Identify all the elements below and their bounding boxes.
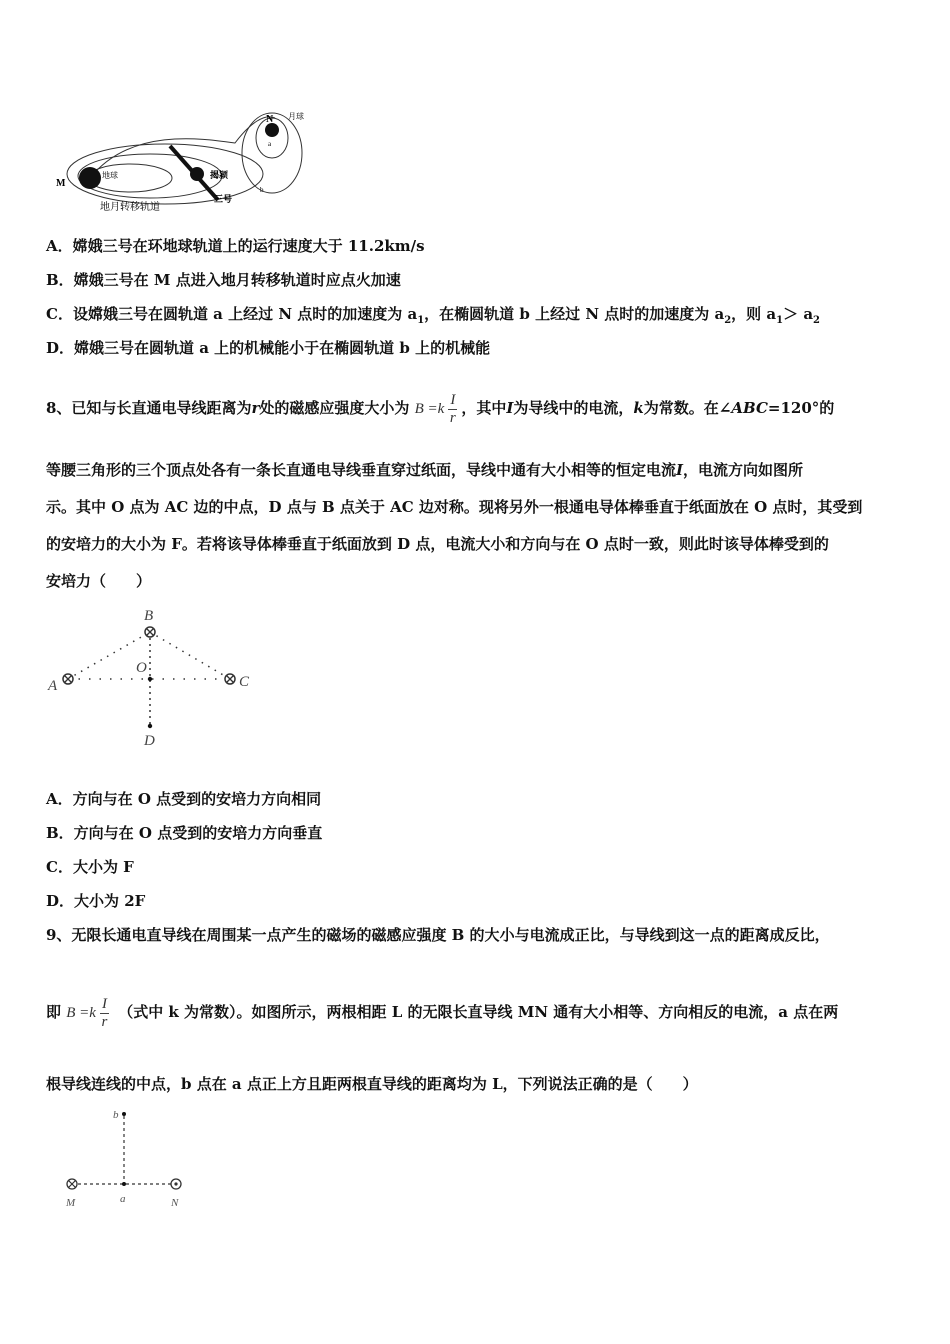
- q7-sub-1: 1: [417, 315, 425, 326]
- q9-line-2: [46, 992, 910, 1033]
- label-a: a: [120, 1193, 126, 1205]
- q8-line-1: [46, 388, 910, 429]
- q8-abc: ABC: [731, 399, 768, 417]
- label-o: O: [136, 660, 147, 676]
- q8-formula-num: I: [450, 391, 456, 408]
- point-b: [122, 1112, 126, 1116]
- q8-line1-post1: ，其中: [461, 399, 507, 417]
- q9-formula-num: I: [101, 995, 107, 1012]
- q8-line2-post: ，电流方向如图所: [683, 461, 804, 479]
- wire-n: [171, 1179, 181, 1189]
- q8-line1-mid: 处的磁感应强度大小为: [259, 399, 410, 417]
- triangle-diagram: [44, 602, 264, 752]
- q8-k: k: [633, 399, 644, 417]
- earth-body: [79, 167, 101, 189]
- q8-line-2: [46, 460, 910, 480]
- a-label: a: [268, 140, 272, 148]
- q9-line2-post: （式中 k 为常数）。如图所示，两根相距 L 的无限长直导线 MN 通有大小相等、方向相反的电流，a 点在两: [118, 1003, 839, 1021]
- edge-bc: [150, 632, 230, 679]
- q8-line-4: 的安培力的大小为 F。若将该导体棒垂直于纸面放到 D 点，电流大小和方向与在 O 点时一致，则此时该导体棒受到的: [46, 535, 829, 553]
- wire-b: [145, 627, 155, 637]
- q8-formula: [415, 389, 462, 429]
- b-label: b: [260, 186, 264, 194]
- q7-option-c-post: ，则 a: [731, 305, 777, 323]
- q7-sub-1b: 1: [776, 315, 784, 326]
- q9-formula: [66, 993, 113, 1033]
- moon-body: [265, 123, 279, 137]
- q8-formula-fraction: [448, 392, 457, 427]
- q8-line-3: 示。其中 O 点为 AC 边的中点，D 点与 B 点关于 AC 边对称。现将另外一根通电导体棒垂直于纸面放在 O 点时，其受到: [46, 498, 863, 516]
- point-a: [122, 1182, 126, 1186]
- label-c: C: [239, 674, 250, 690]
- q8-line1-pre: 8、已知与长直通电导线距离为: [46, 399, 252, 417]
- sat-label: 三号: [214, 194, 233, 204]
- q8-line1-post4: =120°的: [767, 399, 835, 417]
- q7-option-d: D．嫦娥三号在圆轨道 a 上的机械能小于在椭圆轨道 b 上的机械能: [46, 339, 491, 357]
- wire-a: [63, 674, 73, 684]
- label-m: M: [66, 1197, 76, 1209]
- moon-label: 月球: [288, 112, 304, 121]
- label-b: B: [144, 608, 154, 624]
- wire-c: [225, 674, 235, 684]
- point-d: [148, 724, 152, 728]
- point-o: [148, 677, 152, 681]
- q7-option-c-gt: ＞ a: [783, 305, 814, 323]
- q9-line-1: 9、无限长通电直导线在周围某一点产生的磁场的磁感应强度 B 的大小与电流成正比，与导线到这一点的距离成反比，: [46, 926, 830, 944]
- q9-formula-lhs: B =k: [66, 1005, 96, 1021]
- q9-line-3: 根导线连线的中点，b 点在 a 点正上方且距两根直导线的距离均为 L，下列说法正确的是（ ）: [46, 1075, 698, 1093]
- q7-option-c-pre: C．设嫦娥三号在圆轨道 a 上经过 N 点时的加速度为 a: [46, 305, 418, 323]
- label-a: A: [48, 678, 58, 694]
- orbit-diagram: [50, 108, 330, 218]
- q8-line-5: 安培力（ ）: [46, 572, 152, 590]
- label-n: N: [171, 1197, 179, 1209]
- q8-line2-text: 等腰三角形的三个顶点处各有一条长直通电导线垂直穿过纸面，导线中通有大小相等的恒定电流: [46, 461, 677, 479]
- earth-label: 地球: [102, 171, 118, 180]
- q8-option-a: A．方向与在 O 点受到的安培力方向相同: [46, 790, 322, 808]
- q8-r: r: [251, 399, 260, 417]
- q9-line2-pre: 即: [46, 1003, 62, 1021]
- q8-option-b: B．方向与在 O 点受到的安培力方向垂直: [46, 824, 323, 842]
- q8-formula-den: r: [449, 409, 456, 426]
- label-d: D: [144, 733, 155, 749]
- q7-option-c: [46, 304, 910, 331]
- q8-formula-lhs: B =k: [414, 401, 445, 417]
- q9-formula-fraction: [100, 996, 109, 1031]
- transfer-label: 地月转移轨道: [100, 202, 160, 213]
- spacecraft: [190, 167, 204, 181]
- q8-I: I: [506, 399, 514, 417]
- q8-line1-post2: 为导线中的电流，: [513, 399, 634, 417]
- label-b: b: [113, 1109, 119, 1121]
- q8-option-d: D．大小为 2F: [46, 892, 146, 910]
- m-label: M: [56, 178, 66, 189]
- q7-sub-2b: 2: [813, 315, 821, 326]
- q7-sub-2: 2: [724, 315, 732, 326]
- n-label: N: [266, 114, 274, 125]
- q8-option-c: C．大小为 F: [46, 858, 134, 876]
- wire-m: [67, 1179, 77, 1189]
- q7-option-c-mid: ，在椭圆轨道 b 上经过 N 点时的加速度为 a: [424, 305, 725, 323]
- wires-diagram: [56, 1102, 206, 1214]
- q7-option-b: B．嫦娥三号在 M 点进入地月转移轨道时应点火加速: [46, 271, 401, 289]
- q9-formula-den: r: [101, 1013, 108, 1030]
- q8-line1-post3: 为常数。在∠: [643, 399, 732, 417]
- capture-label: 揭颍: [210, 170, 229, 180]
- q8-line2-I: I: [676, 461, 684, 479]
- q7-option-a: A．嫦娥三号在环地球轨道上的运行速度大于 11.2km/s: [46, 237, 425, 255]
